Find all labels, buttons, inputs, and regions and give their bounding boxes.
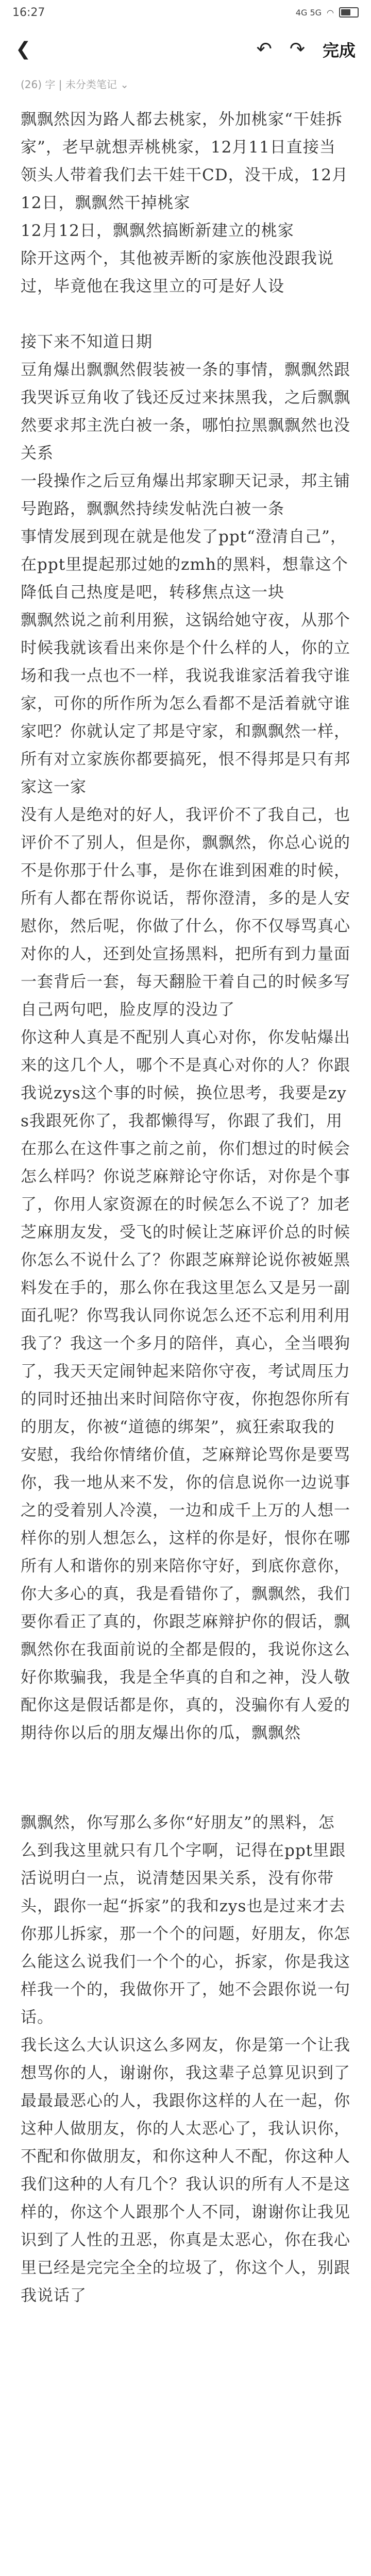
battery-icon xyxy=(339,7,359,18)
status-bar xyxy=(0,0,371,25)
note-paragraph: 除开这两个，其他被弄断的家族他没跟我说过，毕竟他在我这里立的可是好人设 xyxy=(21,249,334,296)
note-paragraph: 12月12日，飘飘然搞断新建立的桃家 xyxy=(21,222,294,240)
note-paragraph: 事情发展到现在就是他发了ppt“澄清自己”，在ppt里提起那过她的zmh的黑料，想靠这个降低自己热度是吧，转移焦点这一块 xyxy=(21,528,348,602)
note-paragraph: 我长这么大认识这么多网友，你是第一个让我想骂你的人，谢谢你，我这辈子总算见识到了最最最恶心的人，我跟你这样的人在一起，你这种人做朋友，你的人太恶心了，我认识你，不配和你做朋友，和你这种人不配，你这种人我们这种的人有几个？我认识的所有人不是这样的，你这个人跟那个人不同，谢谢你让我见识到了人性的丑恶，你真是太恶心，你在我心里已经是完完全全的垃圾了，你这个人，别跟我说话了 xyxy=(21,2036,350,2305)
note-meta[interactable]: (26) 字 | 未分类笔记 ⌄ xyxy=(21,78,129,91)
network-indicator: 4G 5G xyxy=(295,7,322,18)
note-paragraph: 接下来不知道日期 xyxy=(21,333,153,351)
undo-icon[interactable]: ↶ xyxy=(256,39,272,60)
chevron-left-icon[interactable]: ❮ xyxy=(15,39,31,60)
note-paragraph: 你这种人真是不配别人真心对你，你发帖爆出来的这几个人，哪个不是真心对你的人？你跟我说zys这个事的时候，换位思考，我要是zys我跟死你了，我都懒得写，你跟了我们，用在那么在这件事之前之前，你们想过的时候会怎么样吗？你说芝麻辩论守你话，对你是个事了，你用人家资源在的时候怎么不说了？加老芝麻朋友发，受飞的时候让芝麻评价总的时候你怎么不说什么了？你跟芝麻辩论说你被姬黑料发在手的，那么你在我这里怎么又是另一副面孔呢？你骂我认同你说怎么还不忘利用利用我了？我这一个多月的陪伴，真心，全当喂狗了，我天天定闹钟起来陪你守夜，考试周压力的同时还抽出来时间陪你守夜，你抱怨你所有的朋友，你被“道德的绑架”，疯狂索取我的安慰，我给你情绪价值，芝麻辩论骂你是要骂你，我一地从来不发，你的信息说你一边说事之的受着别人冷漠，一边和成千上万的人想一样你的别人想怎么，这样的你是好，恨你在哪所有人和谐你的别来陪你守好，到底你意你，你大多心的真，我是看错你了，飘飘然，我们要你看正了真的，你跟芝麻辩护你的假话，飘飘然你在我面前说的全都是假的，我说你这么好你欺骗我，我是全华真的自和之神，没人敬配你这是假话都是你，真的，没骗你有人爱的 xyxy=(21,1028,350,1715)
note-paragraph: 期待你以后的朋友爆出你的瓜，飘飘然 xyxy=(21,1724,301,1742)
editor-toolbar xyxy=(0,25,371,74)
blank-section xyxy=(21,1747,350,1809)
note-paragraph: 飘飘然因为路人都去桃家，外加桃家“干娃拆家”，老早就想弄桃桃家，12月11日直接当领头人带着我们去干娃干CD，没干成，12月12日，飘飘然干掉桃家 xyxy=(21,110,349,212)
status-icons xyxy=(296,7,359,18)
note-paragraph: 豆角爆出飘飘然假装被一条的事情，飘飘然跟我哭诉豆角收了钱还反过来抹黑我，之后飘飘然要求邦主洗白被一条，哪怕拉黑飘飘然也没关系 xyxy=(21,361,350,463)
note-paragraph: 飘飘然，你写那么多你“好朋友”的黑料，怎么到我这里就只有几个字啊，记得在ppt里跟活说明白一点，说清楚因果关系，没有你带头，跟你一起“拆家”的我和zys也是过来才去你那儿拆家，那一个个的问题，好朋友，你怎么能这么说我们一个个的心，拆家，你是我这样我一个的，我做你开了，她不会跟你说一句话。 xyxy=(21,1814,350,2027)
note-paragraph: 没有人是绝对的好人，我评价不了我自己，也评价不了别人，但是你，飘飘然，你总心说的不是你那于什么事，是你在谁到困难的时候，所有人都在帮你说话，帮你澄清，多的是人安慰你，然后呢，你做了什么，你不仅辱骂真心对你的人，还到处宣扬黑料，把所有到力量面一套背后一套，每天翻脸干着自己的时候多写自己两句吧，脸皮厚的没边了 xyxy=(21,806,350,1019)
note-paragraph: 一段操作之后豆角爆出邦家聊天记录，邦主铺号跑路，飘飘然持续发帖洗白被一条 xyxy=(21,472,350,518)
done-button[interactable]: 完成 xyxy=(322,41,356,60)
wifi-icon: ◠ xyxy=(327,7,334,18)
blank-line xyxy=(21,300,350,328)
note-paragraph: 飘飘然说之前利用猴，这锅给她守夜，从那个时候我就该看出来你是个什么样的人，你的立场和我一点也不一样，我说我谁家活着我守谁家，可你的所作所为怎么看都不是活着就守谁家吧？你就认定了邦是守家，和飘飘然一样，所有对立家族你都要搞死，恨不得邦是只有邦家这一家 xyxy=(21,611,350,796)
status-time: 16:27 xyxy=(12,6,45,19)
note-body[interactable] xyxy=(0,100,371,2310)
redo-icon[interactable]: ↷ xyxy=(289,39,305,60)
